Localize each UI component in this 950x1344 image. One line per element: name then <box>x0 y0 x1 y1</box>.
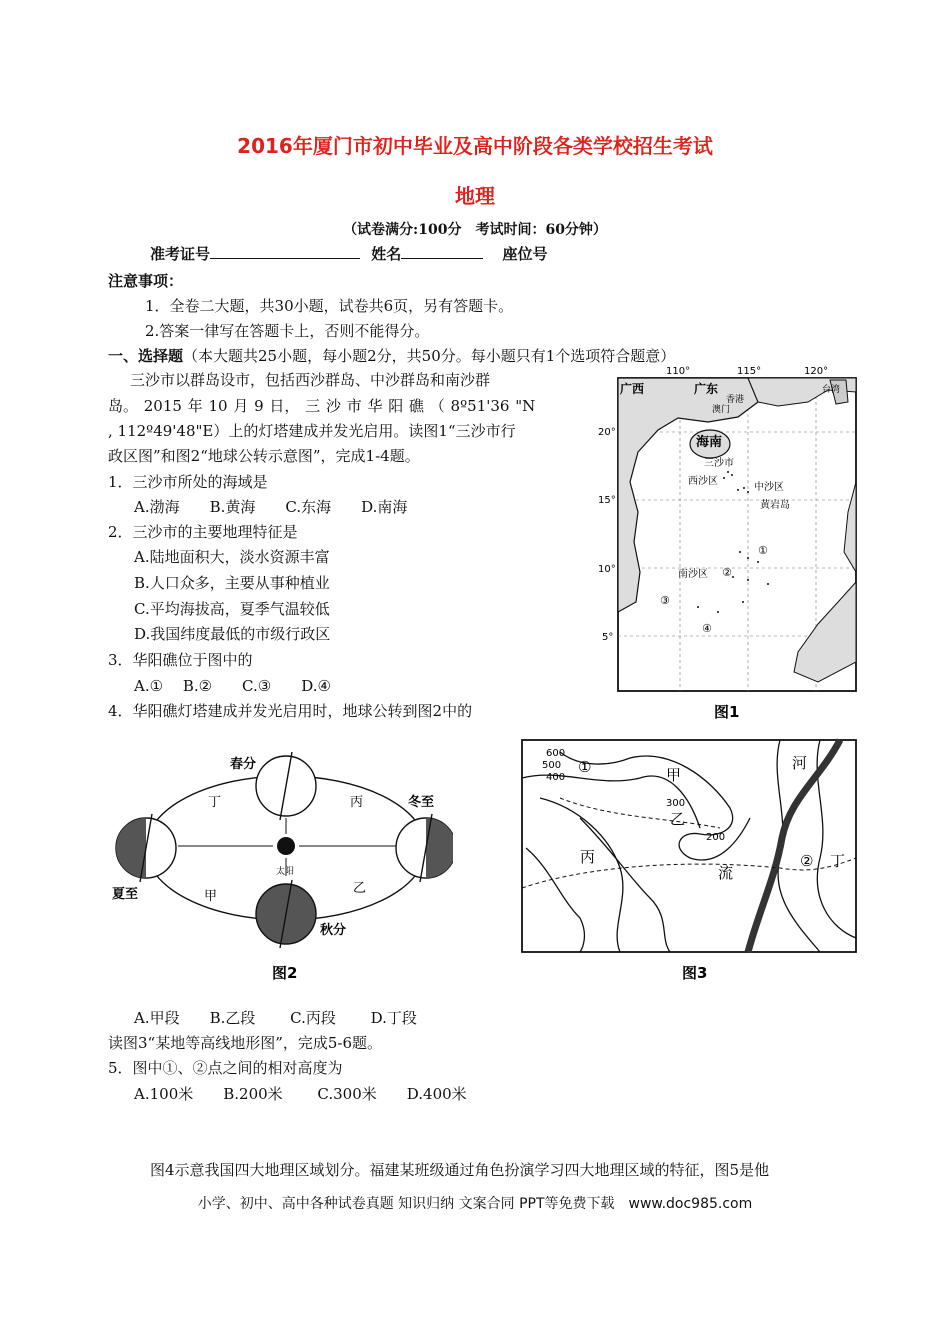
question-stem: 5．图中①、②点之间的相对高度为 <box>108 1059 343 1077</box>
point-1: ① <box>578 758 592 776</box>
lat-label: 5° <box>602 632 614 643</box>
place-label: 广东 <box>694 382 719 396</box>
question-option: A.陆地面积大，淡水资源丰富 <box>134 548 330 566</box>
question-options: A.100米 B.200米 C.300米 D.400米 <box>134 1085 467 1103</box>
contour-label: 600 <box>546 748 566 759</box>
contour-label: 200 <box>706 832 726 843</box>
question-options: A.甲段 B.乙段 C.丙段 D.丁段 <box>134 1009 417 1027</box>
place-label: 澳门 <box>712 405 731 415</box>
question-stem: 3．华阳礁位于图中的 <box>108 651 253 669</box>
candidate-info-row <box>150 243 548 264</box>
notice-item: 2.答案一律写在答题卡上，否则不能得分。 <box>145 322 430 340</box>
place-label: 台湾 <box>822 385 841 395</box>
sun-icon <box>277 837 295 855</box>
marker-4: ④ <box>702 622 712 635</box>
marker-2: ② <box>722 566 732 579</box>
label-bing: 丙 <box>580 848 596 866</box>
fig1-map <box>598 362 860 730</box>
contour-label: 500 <box>542 760 562 771</box>
place-label: 香港 <box>726 395 745 405</box>
label-yi: 乙 <box>670 810 686 828</box>
intro-line: 政区图”和图2“地球公转示意图”，完成1-4题。 <box>108 447 420 465</box>
question-option: B.人口众多，主要从事种植业 <box>134 574 330 592</box>
label-river: 河 <box>792 754 808 772</box>
name-blank <box>401 244 483 259</box>
lat-label: 15° <box>598 495 616 506</box>
label-jia: 甲 <box>666 766 682 784</box>
spring-equinox-label: 春分 <box>230 757 257 772</box>
label-flow: 流 <box>718 864 734 882</box>
question-options: A.① B.② C.③ D.④ <box>134 677 331 695</box>
fig2-caption: 图2 <box>272 964 298 982</box>
sun-label: 太阳 <box>276 867 295 877</box>
id-blank <box>210 244 360 259</box>
page-footer: 小学、初中、高中各种试卷真题 知识归纳 文案合同 PPT等免费下载 www.doc985.com <box>197 1196 753 1212</box>
id-label: 准考证号 <box>150 245 211 263</box>
question-options: A.渤海 B.黄海 C.东海 D.南海 <box>134 498 408 516</box>
borneo-coast <box>794 582 856 682</box>
notice-item: 1．全卷二大题，共30小题，试卷共6页，另有答题卡。 <box>145 297 514 315</box>
fig4-paragraph: 图4示意我国四大地理区域划分。福建某班级通过角色扮演学习四大地理区域的特征，图5是他 <box>150 1161 770 1179</box>
intro-line: 三沙市以群岛设市，包括西沙群岛、中沙群岛和南沙群 <box>130 371 491 389</box>
exam-title: 2016年厦门市初中毕业及高中阶段各类学校招生考试 <box>237 134 713 158</box>
place-label: 广西 <box>620 382 645 396</box>
winter-solstice-label: 冬至 <box>408 795 435 810</box>
seat-label: 座位号 <box>502 245 548 263</box>
segment-ding: 丁 <box>208 795 222 810</box>
summer-solstice-label: 夏至 <box>112 887 139 902</box>
place-label: 西沙区 <box>688 476 718 487</box>
fig3-caption: 图3 <box>682 964 708 982</box>
segment-jia: 甲 <box>204 889 218 904</box>
intro-line: , 112º49'48"E）上的灯塔建成并发光启用。读图1“三沙市行 <box>108 422 516 440</box>
exam-info: （试卷满分:100分 考试时间：60分钟） <box>343 222 607 238</box>
place-label: 海南 <box>696 435 723 450</box>
fig3-contour <box>520 738 860 988</box>
lon-label: 110° <box>666 366 691 377</box>
section-heading <box>108 345 675 366</box>
point-2: ② <box>800 852 814 870</box>
lon-label: 120° <box>804 366 829 377</box>
question-stem: 1．三沙市所处的海域是 <box>108 473 268 491</box>
question-stem: 2．三沙市的主要地理特征是 <box>108 523 298 541</box>
section-title: 一、选择题 <box>108 347 184 365</box>
section-desc: （本大题共25小题，每小题2分，共50分。每小题只有1个选项符合题意） <box>183 347 676 365</box>
marker-3: ③ <box>660 594 670 607</box>
philippines-coast <box>844 482 856 572</box>
read-instruction: 读图3“某地等高线地形图”，完成5-6题。 <box>108 1034 383 1052</box>
place-label: 中沙区 <box>754 482 784 493</box>
segment-yi: 乙 <box>353 881 367 896</box>
place-label: 三沙市 <box>704 458 734 469</box>
notice-heading: 注意事项： <box>108 272 184 290</box>
fig2-orbit <box>108 738 453 988</box>
autumn-equinox-label: 秋分 <box>320 923 347 938</box>
subject-title: 地理 <box>455 184 495 208</box>
segment-bing: 丙 <box>350 795 364 810</box>
contour-label: 400 <box>546 772 566 783</box>
place-label: 黄岩岛 <box>760 500 790 511</box>
fig1-caption: 图1 <box>714 703 740 721</box>
place-label: 南沙区 <box>678 569 708 580</box>
label-ding: 丁 <box>830 852 846 870</box>
intro-line: 岛。 2015 年 10 月 9 日， 三 沙 市 华 阳 礁 （ 8º51'36 "N <box>108 397 536 415</box>
name-label: 姓名 <box>371 245 402 263</box>
question-option: C.平均海拔高，夏季气温较低 <box>134 600 330 618</box>
lat-label: 20° <box>598 427 616 438</box>
question-option: D.我国纬度最低的市级行政区 <box>134 625 331 643</box>
earth-night-side <box>116 818 146 878</box>
question-stem: 4．华阳礁灯塔建成并发光启用时，地球公转到图2中的 <box>108 702 473 720</box>
marker-1: ① <box>758 544 768 557</box>
lon-label: 115° <box>737 366 762 377</box>
contour-label: 300 <box>666 798 686 809</box>
lat-label: 10° <box>598 564 616 575</box>
